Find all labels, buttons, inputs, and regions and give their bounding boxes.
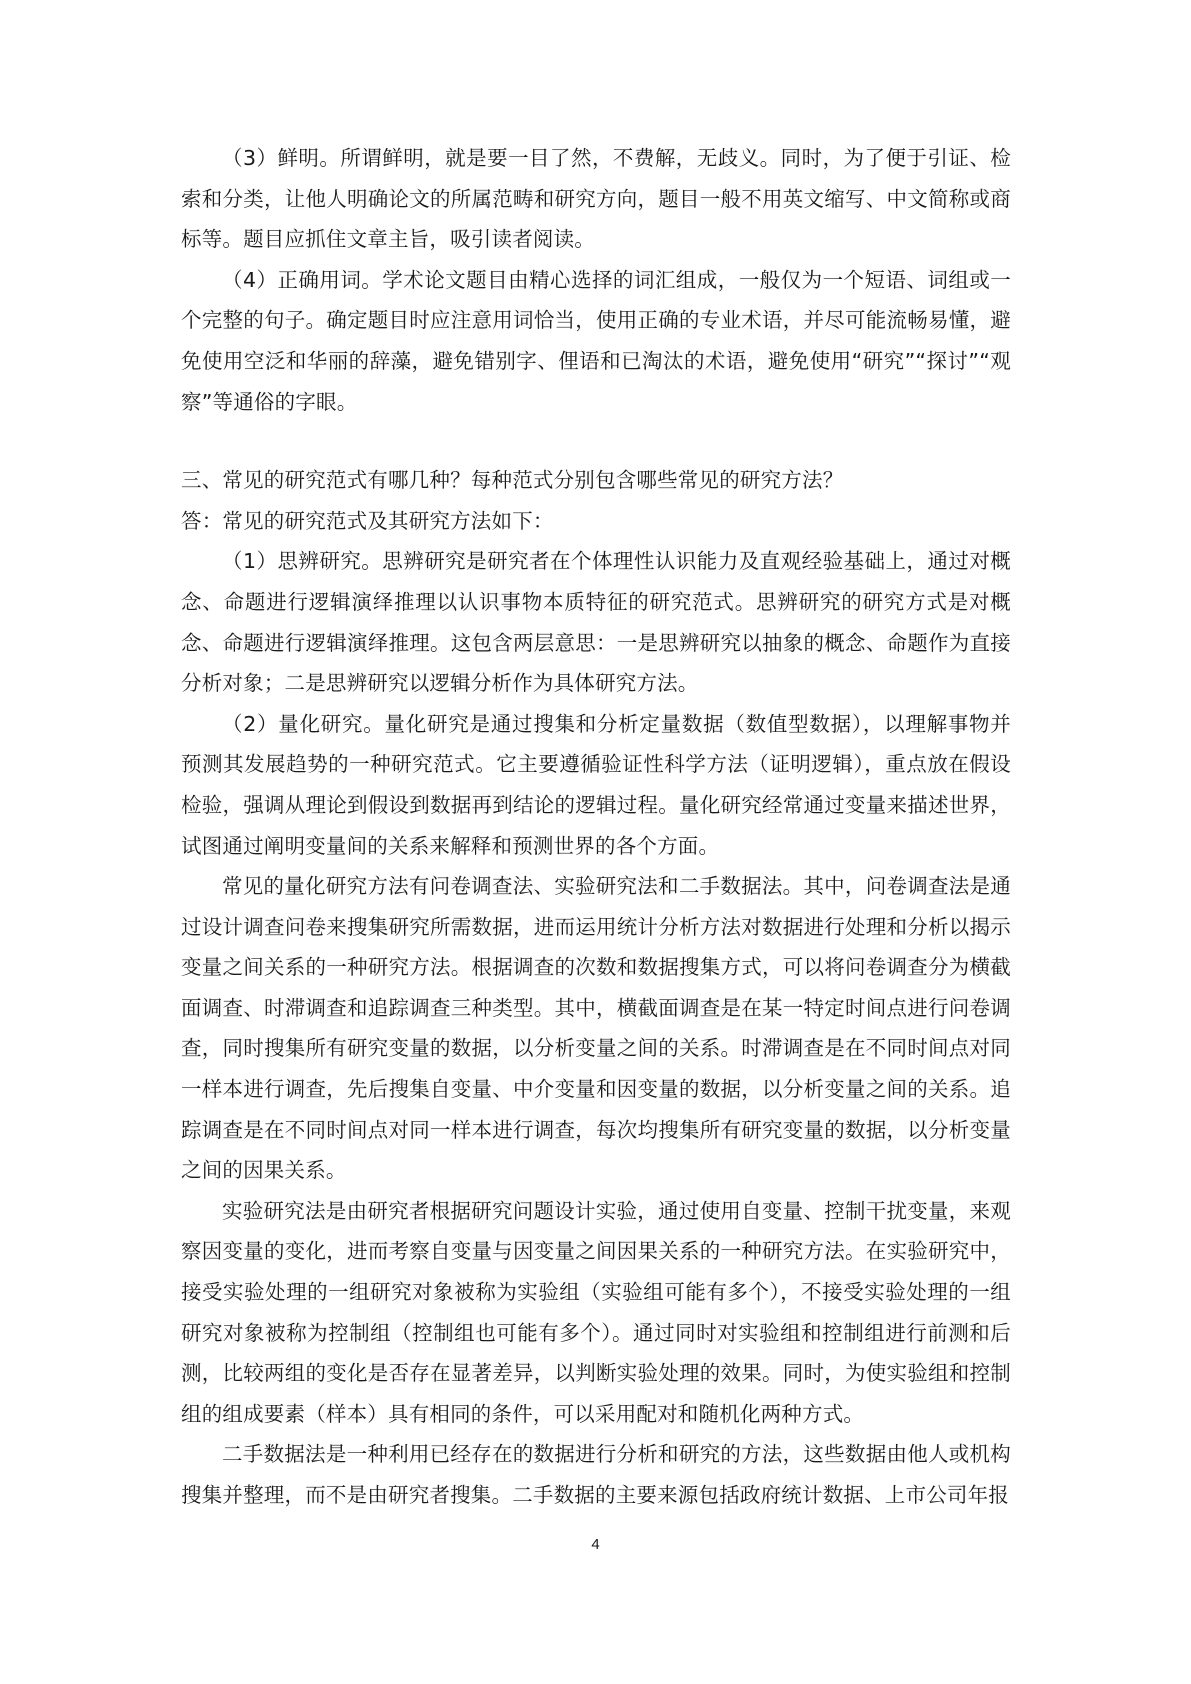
question-heading: 三、常见的研究范式有哪几种？每种范式分别包含哪些常见的研究方法？ xyxy=(181,468,844,493)
paragraph-experimental-method: 实验研究法是由研究者根据研究问题设计实验，通过使用自变量、控制干扰变量，来观察因变量的变化，进而考察自变量与因变量之间因果关系的一种研究方法。在实验研究中，接受实验处理的一组研究对象被称为实验组（实验组可能有多个），不接受实验处理的一组研究对象被称为控制组（控制组也可能有多个）。通过同时对实验组和控制组进行前测和后测，比较两组的变化是否存在显著差异，以判断实验处理的效果。同时，为使实验组和控制组的组成要素（样本）具有相同的条件，可以采用配对和随机化两种方式。 xyxy=(181,1198,1011,1426)
paragraph-point-4: （4）正确用词。学术论文题目由精心选择的词汇组成，一般仅为一个短语、词组或一个完整的句子。确定题目时应注意用词恰当，使用正确的专业术语，并尽可能流畅易懂，避免使用空泛和华丽的辞藻，避免错别字、俚语和已淘汰的术语，避免使用“研究”“探讨”“观察”等通俗的字眼。 xyxy=(181,267,1011,414)
document-body xyxy=(181,138,1011,1516)
paragraph-speculative-research: （1）思辨研究。思辨研究是研究者在个体理性认识能力及直观经验基础上，通过对概念、命题进行逻辑演绎推理以认识事物本质特征的研究范式。思辨研究的研究方式是对概念、命题进行逻辑演绎推理。这包含两层意思：一是思辨研究以抽象的概念、命题作为直接分析对象；二是思辨研究以逻辑分析作为具体研究方法。 xyxy=(181,549,1011,696)
paragraph-secondary-data-method: 二手数据法是一种利用已经存在的数据进行分析和研究的方法，这些数据由他人或机构搜集并整理，而不是由研究者搜集。二手数据的主要来源包括政府统计数据、上市公司年报 xyxy=(181,1442,1011,1507)
paragraph-survey-method: 常见的量化研究方法有问卷调查法、实验研究法和二手数据法。其中，问卷调查法是通过设计调查问卷来搜集研究所需数据，进而运用统计分析方法对数据进行处理和分析以揭示变量之间关系的一种研究方法。根据调查的次数和数据搜集方式，可以将问卷调查分为横截面调查、时滞调查和追踪调查三种类型。其中，横截面调查是在某一特定时间点进行问卷调查，同时搜集所有研究变量的数据，以分析变量之间的关系。时滞调查是在不同时间点对同一样本进行调查，先后搜集自变量、中介变量和因变量的数据，以分析变量之间的关系。追踪调查是在不同时间点对同一样本进行调查，每次均搜集所有研究变量的数据，以分析变量之间的因果关系。 xyxy=(181,874,1011,1183)
answer-intro: 答：常见的研究范式及其研究方法如下： xyxy=(181,508,554,533)
page-number: 4 xyxy=(591,1536,600,1553)
paragraph-quantitative-research: （2）量化研究。量化研究是通过搜集和分析定量数据（数值型数据），以理解事物并预测其发展趋势的一种研究范式。它主要遵循验证性科学方法（证明逻辑），重点放在假设检验，强调从理论到假设到数据再到结论的逻辑过程。量化研究经常通过变量来描述世界，试图通过阐明变量间的关系来解释和预测世界的各个方面。 xyxy=(181,711,1011,858)
paragraph-point-3: （3）鲜明。所谓鲜明，就是要一目了然，不费解，无歧义。同时，为了便于引证、检索和分类，让他人明确论文的所属范畴和研究方向，题目一般不用英文缩写、中文简称或商标等。题目应抓住文章主旨，吸引读者阅读。 xyxy=(181,146,1011,252)
